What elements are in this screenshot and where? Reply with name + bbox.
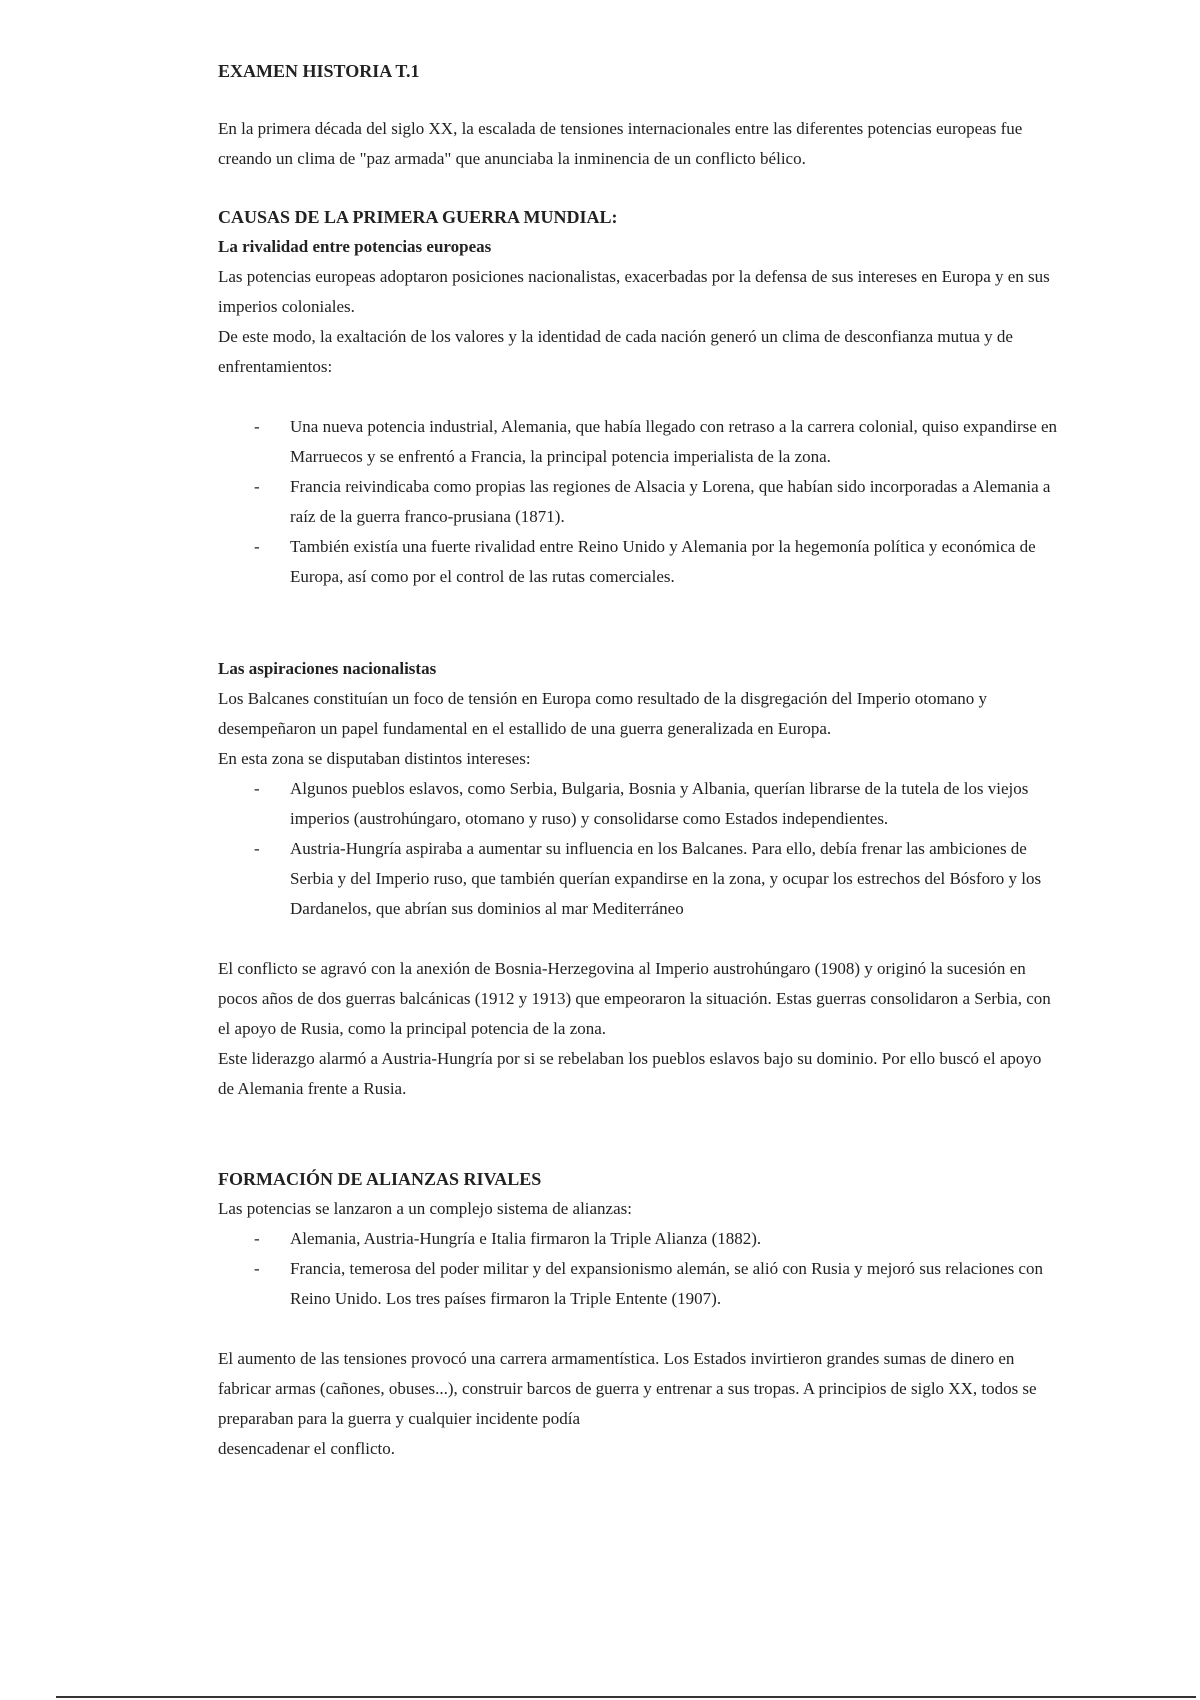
alliances-paragraph-2: [218, 1344, 1058, 1464]
list-item: - Alemania, Austria-Hungría e Italia firmaron la Triple Alianza (1882).: [290, 1224, 1058, 1254]
rivalry-list: [218, 412, 1058, 592]
list-item: - Francia, temerosa del poder militar y del expansionismo alemán, se alió con Rusia y mejoró sus relaciones con Reino Unido. Los tres países firmaron la Triple Entente (1907).: [290, 1254, 1058, 1314]
spacer: [218, 592, 1058, 654]
alliances-paragraph-1: Las potencias se lanzaron a un complejo sistema de alianzas:: [218, 1199, 632, 1218]
spacer: [218, 1104, 1058, 1164]
intro-paragraph: En la primera década del siglo XX, la escalada de tensiones internacionales entre las diferentes potencias europeas fue creando un clima de "paz armada" que anunciaba la inminencia de un conflicto bélico.: [218, 119, 1023, 168]
footer-divider: [56, 1696, 1196, 1698]
alliances-list: [218, 1224, 1058, 1314]
alliances-paragraph-2-line-2: desencadenar el conflicto.: [218, 1439, 395, 1458]
alliances-heading: FORMACIÓN DE ALIANZAS RIVALES: [218, 1169, 542, 1189]
rivalry-subheading: La rivalidad entre potencias europeas: [218, 237, 492, 256]
spacer: [218, 382, 1058, 412]
spacer: [218, 174, 1058, 202]
nationalism-paragraph-1: Los Balcanes constituían un foco de tensión en Europa como resultado de la disgregación del Imperio otomano y desempeñaron un papel fundamental en el estallido de una guerra generalizada en Europa.: [218, 689, 988, 738]
alliances-paragraph-2-line-1: El aumento de las tensiones provocó una carrera armamentística. Los Estados invirtieron grandes sumas de dinero en fabricar armas (cañones, obuses...), construir barcos de guerra y entrenar a sus tropas. A principios de siglo XX, todos se preparaban para la guerra y cualquier incidente podía: [218, 1349, 1037, 1428]
list-item: - Una nueva potencia industrial, Alemania, que había llegado con retraso a la carrera colonial, quiso expandirse en Marruecos y se enfrentó a Francia, la principal potencia imperialista de la zona.: [290, 412, 1058, 472]
list-item: - Austria-Hungría aspiraba a aumentar su influencia en los Balcanes. Para ello, debía frenar las ambiciones de Serbia y del Imperio ruso, que también querían expandirse en la zona, y ocupar los estrechos del Bósforo y los Dardanelos, que abrían sus dominios al mar Mediterráneo: [290, 834, 1058, 924]
causes-heading: CAUSAS DE LA PRIMERA GUERRA MUNDIAL:: [218, 207, 618, 227]
nationalism-paragraph-3: El conflicto se agravó con la anexión de Bosnia-Herzegovina al Imperio austrohúngaro (1908) y originó la sucesión en pocos años de dos guerras balcánicas (1912 y 1913) que empeoraron la situación. Estas guerras consolidaron a Serbia, con el apoyo de Rusia, como la principal potencia de la zona.: [218, 959, 1051, 1038]
nationalism-paragraph-2: En esta zona se disputaban distintos intereses:: [218, 749, 531, 768]
nationalism-paragraph-4: Este liderazgo alarmó a Austria-Hungría por si se rebelaban los pueblos eslavos bajo su dominio. Por ello buscó el apoyo de Alemania frente a Rusia.: [218, 1049, 1042, 1098]
spacer: [218, 924, 1058, 954]
document-title: EXAMEN HISTORIA T.1: [218, 61, 420, 81]
spacer: [218, 1314, 1058, 1344]
rivalry-paragraph-2: De este modo, la exaltación de los valores y la identidad de cada nación generó un clima de desconfianza mutua y de enfrentamientos:: [218, 327, 1013, 376]
document-body: [218, 56, 1058, 1464]
rivalry-paragraph-1: Las potencias europeas adoptaron posiciones nacionalistas, exacerbadas por la defensa de sus intereses en Europa y en sus imperios coloniales.: [218, 267, 1050, 316]
list-item: - Francia reivindicaba como propias las regiones de Alsacia y Lorena, que habían sido incorporadas a Alemania a raíz de la guerra franco-prusiana (1871).: [290, 472, 1058, 532]
list-item: - Algunos pueblos eslavos, como Serbia, Bulgaria, Bosnia y Albania, querían librarse de la tutela de los viejos imperios (austrohúngaro, otomano y ruso) y consolidarse como Estados independientes.: [290, 774, 1058, 834]
list-item: - También existía una fuerte rivalidad entre Reino Unido y Alemania por la hegemonía política y económica de Europa, así como por el control de las rutas comerciales.: [290, 532, 1058, 592]
nationalism-list: [218, 774, 1058, 924]
nationalism-subheading: Las aspiraciones nacionalistas: [218, 659, 437, 678]
